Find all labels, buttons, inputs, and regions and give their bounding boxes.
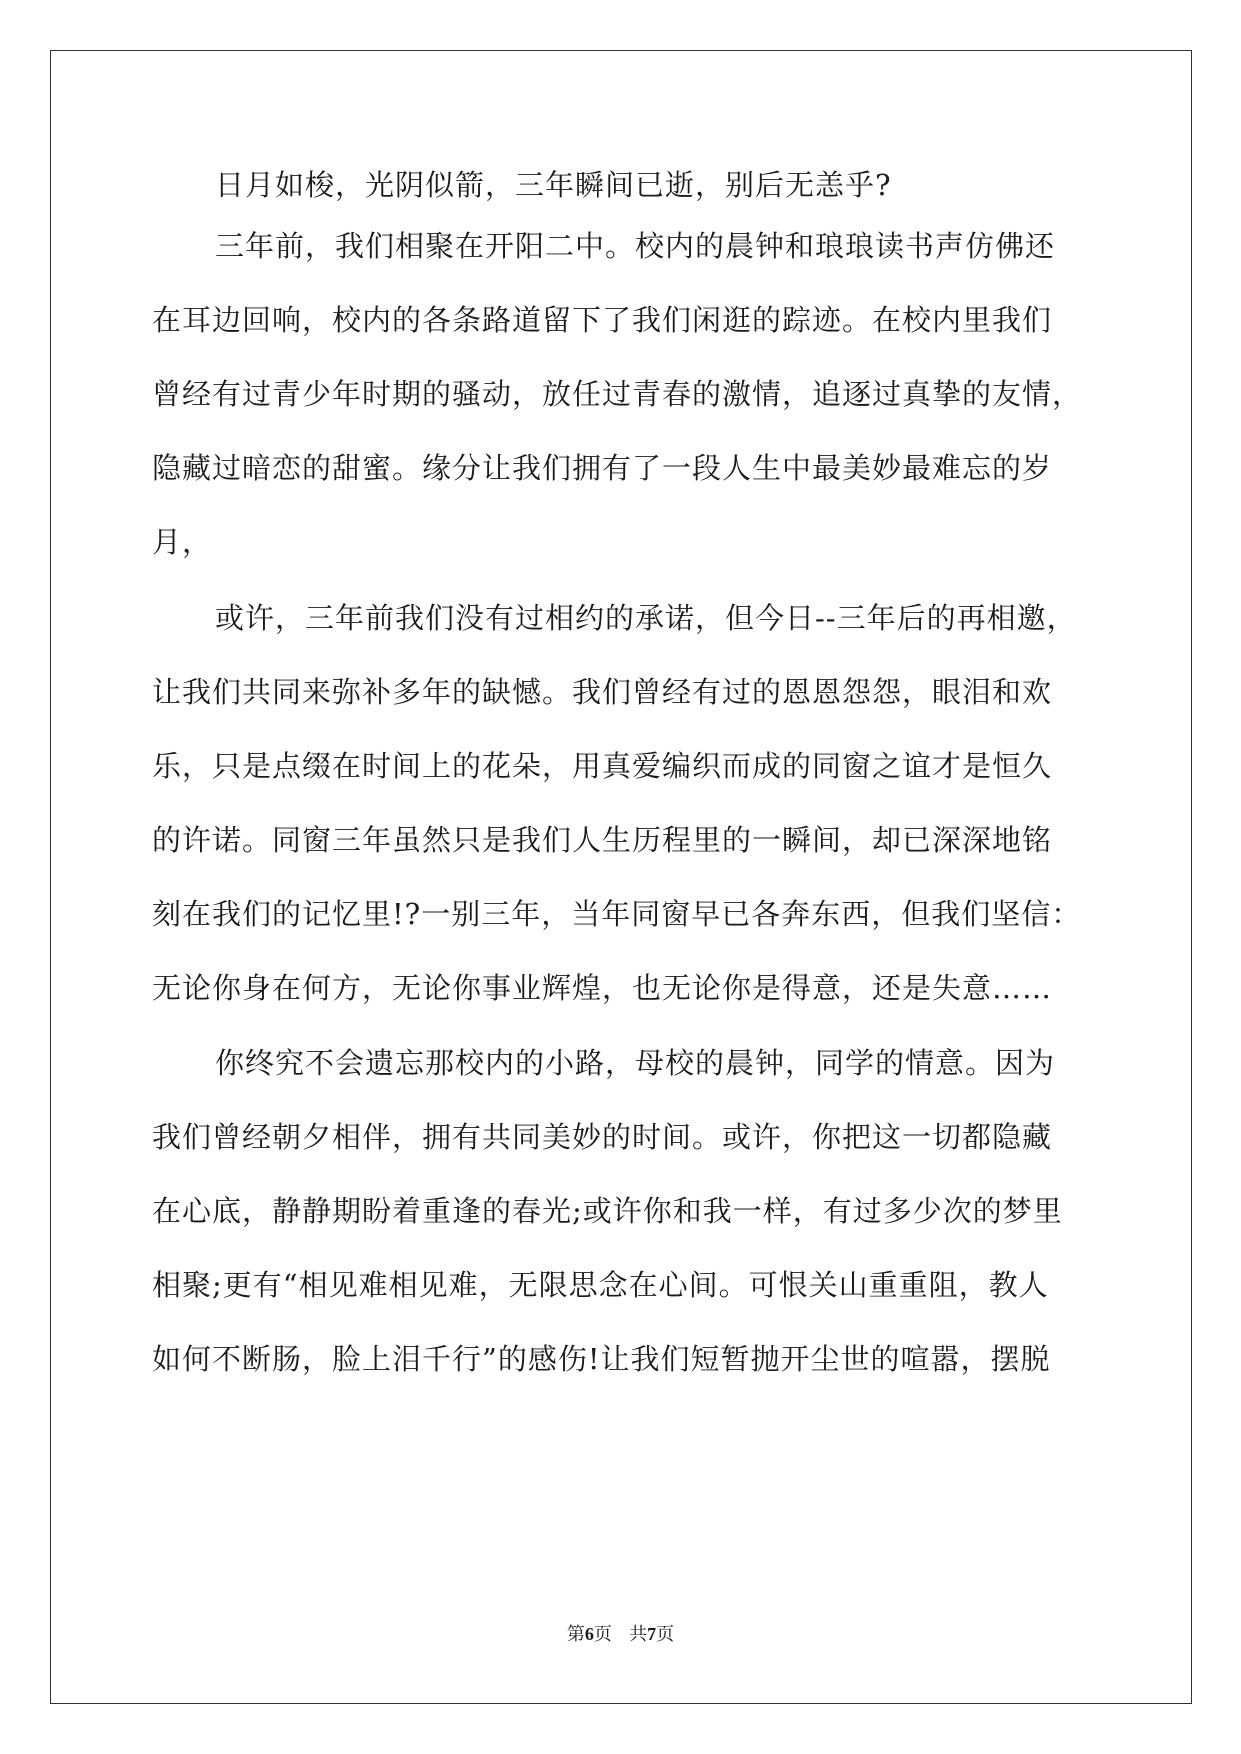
paragraph-4-line-5: 如何不断肠，脸上泪千行”的感伤!让我们短暂抛开尘世的喧嚣，摆脱 xyxy=(152,1342,1051,1376)
paragraph-4-line-4: 相聚;更有“相见难相见难，无限思念在心间。可恨关山重重阻，教人 xyxy=(152,1268,1049,1302)
footer-page-suffix: 页 xyxy=(593,1624,612,1645)
paragraph-3-line-3: 乐，只是点缀在时间上的花朵，用真爱编织而成的同窗之谊才是恒久 xyxy=(152,749,1053,783)
paragraph-2-line-5: 月， xyxy=(152,525,213,559)
current-page-number: 6 xyxy=(584,1624,594,1644)
paragraph-3-line-5: 刻在我们的记忆里!?一别三年，当年同窗早已各奔东西，但我们坚信： xyxy=(152,897,1082,931)
total-pages-number: 7 xyxy=(647,1624,657,1644)
page-footer xyxy=(0,1622,1241,1647)
paragraph-3-line-4: 的许诺。同窗三年虽然只是我们人生历程里的一瞬间，却已深深地铭 xyxy=(152,823,1053,857)
paragraph-3-line-6: 无论你身在何方，无论你事业辉煌，也无论你是得意，还是失意…… xyxy=(152,971,1053,1005)
paragraph-3-line-2: 让我们共同来弥补多年的缺憾。我们曾经有过的恩恩怨怨，眼泪和欢 xyxy=(152,675,1053,709)
paragraph-4-line-2: 我们曾经朝夕相伴，拥有共同美妙的时间。或许，你把这一切都隐藏 xyxy=(152,1120,1053,1154)
paragraph-2-line-4: 隐藏过暗恋的甜蜜。缘分让我们拥有了一段人生中最美妙最难忘的岁 xyxy=(152,451,1053,485)
paragraph-3-line-1: 或许，三年前我们没有过相约的承诺，但今日--三年后的再相邀， xyxy=(215,601,1077,635)
footer-prefix: 第 xyxy=(566,1624,585,1645)
paragraph-2-line-3: 曾经有过青少年时期的骚动，放任过青春的激情，追逐过真挚的友情， xyxy=(152,377,1083,411)
page-border xyxy=(50,50,1192,1704)
paragraph-4-line-3: 在心底，静静期盼着重逢的春光;或许你和我一样，有过多少次的梦里 xyxy=(152,1194,1063,1228)
paragraph-2-line-2: 在耳边回响，校内的各条路道留下了我们闲逛的踪迹。在校内里我们 xyxy=(152,303,1053,337)
footer-total-prefix: 共 xyxy=(629,1624,648,1645)
paragraph-1-line-1: 日月如梭，光阴似箭，三年瞬间已逝，别后无恙乎? xyxy=(215,168,892,202)
paragraph-2-line-1: 三年前，我们相聚在开阳二中。校内的晨钟和琅琅读书声仿佛还 xyxy=(215,229,1056,263)
footer-total-suffix: 页 xyxy=(656,1624,675,1645)
paragraph-4-line-1: 你终究不会遗忘那校内的小路，母校的晨钟，同学的情意。因为 xyxy=(215,1046,1056,1080)
